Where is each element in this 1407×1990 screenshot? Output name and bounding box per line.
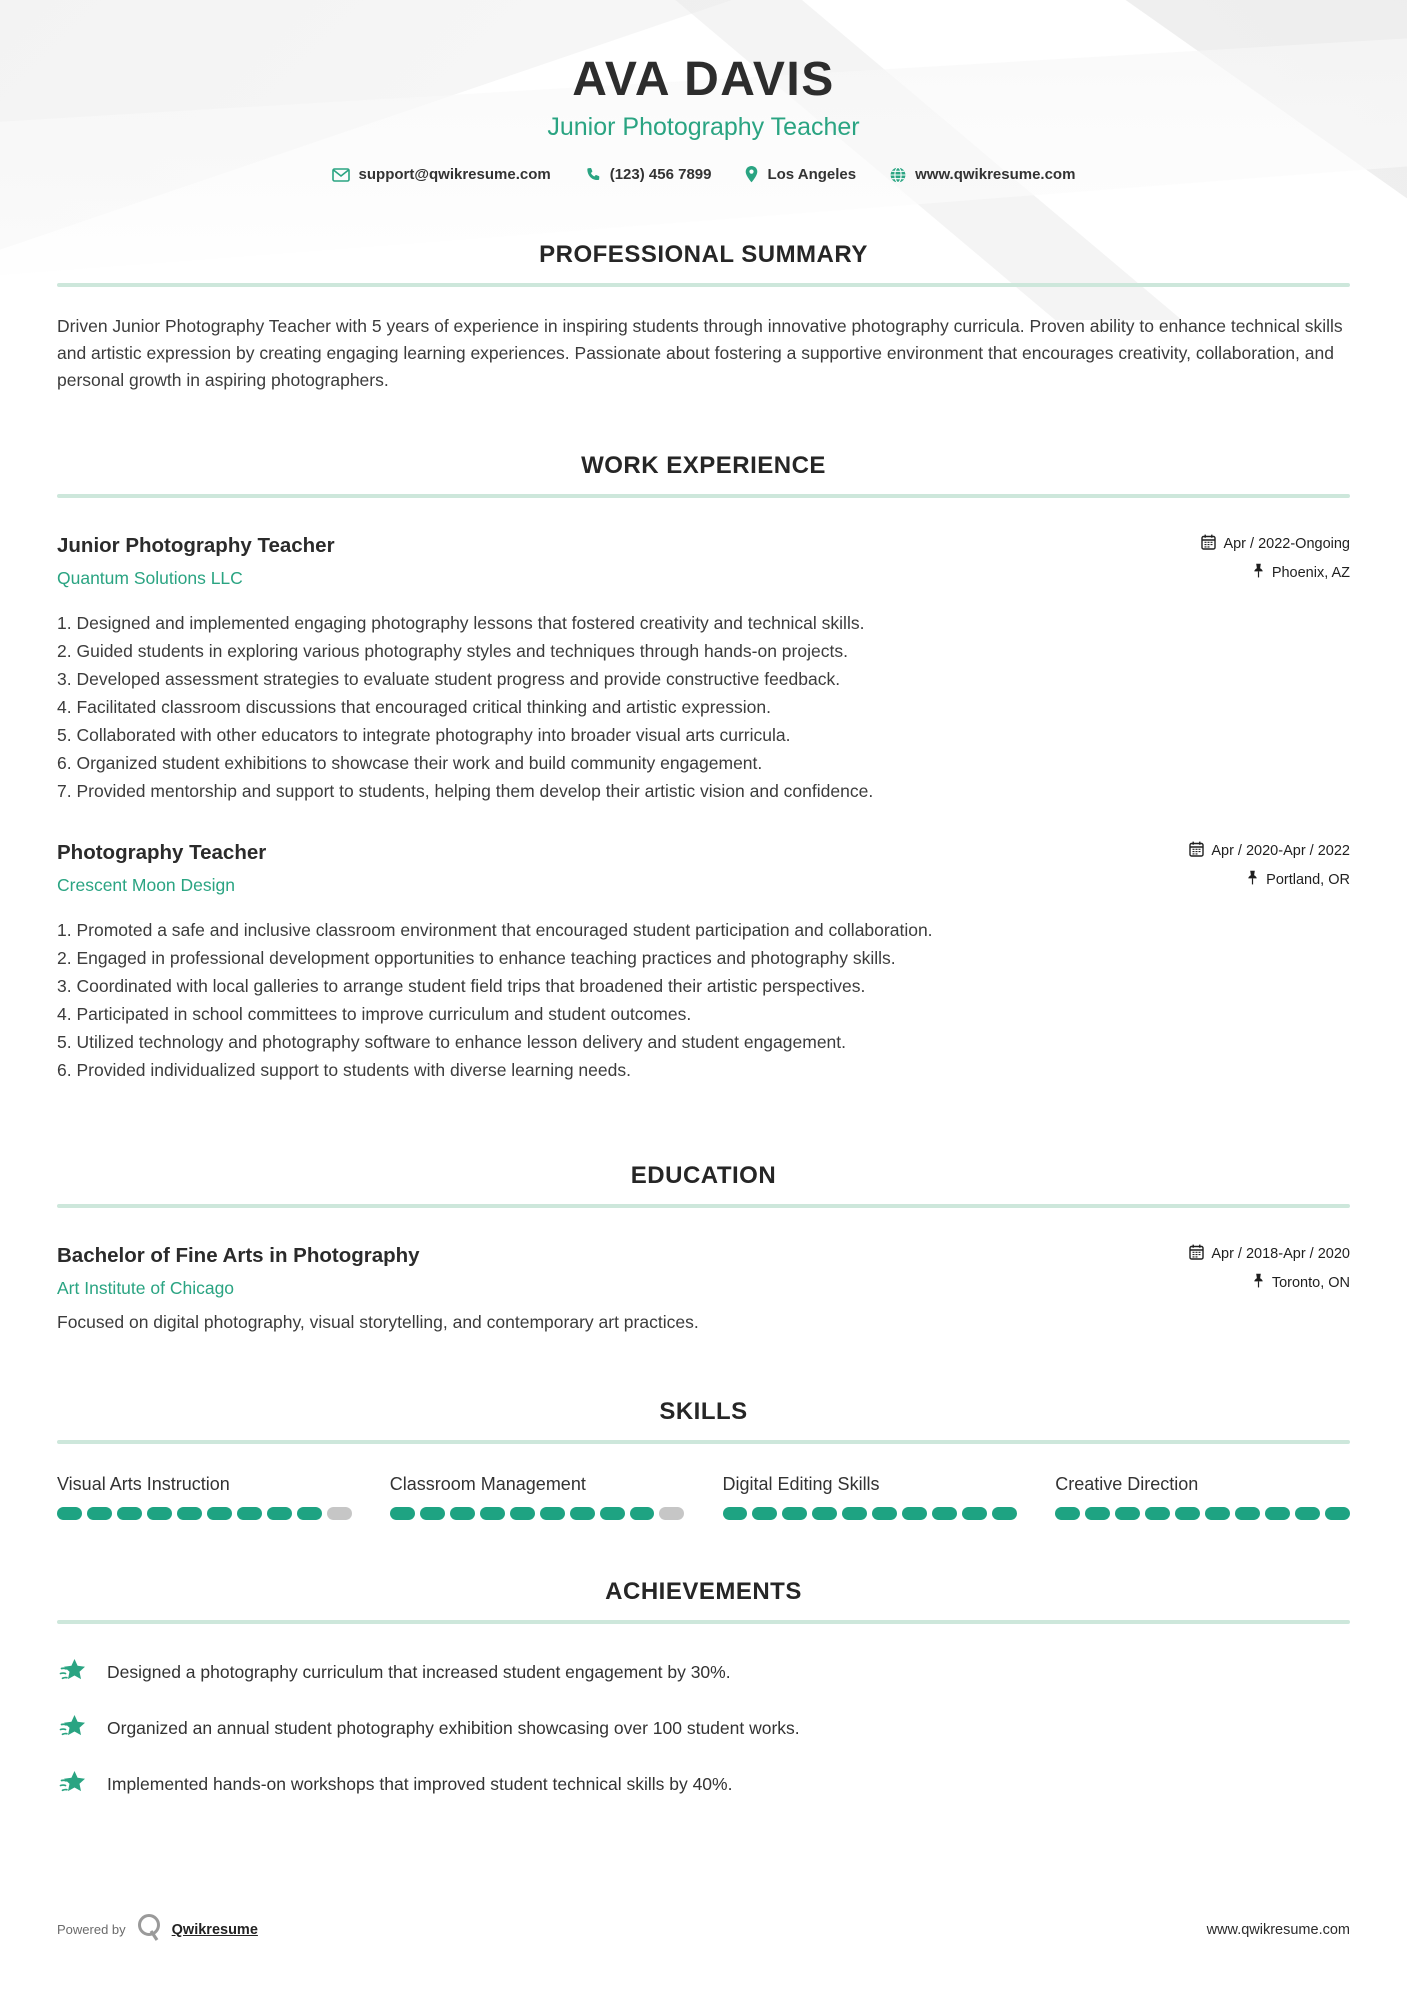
star-achievement-icon	[57, 1656, 89, 1688]
bullet-item: Designed and implemented engaging photography lessons that fostered creativity and technical skills.	[76, 613, 865, 633]
star-achievement-icon	[57, 1712, 89, 1744]
bullet-item: Provided mentorship and support to students, helping them develop their artistic vision and confidence.	[76, 781, 874, 801]
achievement-text: Designed a photography curriculum that increased student engagement by 30%.	[107, 1661, 731, 1682]
skill-segment-filled	[812, 1507, 837, 1520]
page-footer	[57, 1913, 1350, 1946]
footer-url: www.qwikresume.com	[1206, 1921, 1350, 1938]
bullet-item: Collaborated with other educators to integrate photography into broader visual arts curricula.	[76, 725, 791, 745]
skill-segment-empty	[659, 1507, 684, 1520]
skill-segment-filled	[1055, 1507, 1080, 1520]
skill-segment-filled	[842, 1507, 867, 1520]
pushpin-icon	[1246, 870, 1259, 889]
achievement-text: Implemented hands-on workshops that improved student technical skills by 40%.	[107, 1773, 733, 1794]
job-bullet-list	[57, 916, 1350, 1084]
job-location: Phoenix, AZ	[1201, 563, 1350, 582]
skills-grid	[57, 1474, 1350, 1520]
skill-segment-filled	[872, 1507, 897, 1520]
job-company: Quantum Solutions LLC	[57, 568, 243, 588]
achievement-item	[57, 1768, 1350, 1800]
job-entry	[57, 534, 1350, 805]
skill-segment-filled	[1175, 1507, 1200, 1520]
pushpin-icon	[1252, 1273, 1265, 1292]
education-entry	[57, 1244, 1350, 1336]
achievement-text: Organized an annual student photography exhibition showcasing over 100 student works.	[107, 1717, 800, 1738]
education-location: Toronto, ON	[1189, 1273, 1350, 1292]
skill-name: Visual Arts Instruction	[57, 1474, 230, 1494]
achievement-item	[57, 1712, 1350, 1744]
job-location: Portland, OR	[1189, 870, 1350, 889]
skill-segment-filled	[1265, 1507, 1290, 1520]
bullet-item: Provided individualized support to students with diverse learning needs.	[76, 1060, 631, 1080]
education-dates: Apr / 2018-Apr / 2020	[1189, 1244, 1350, 1264]
skill-level-bar	[723, 1507, 1018, 1520]
education-heading: EDUCATION	[630, 1162, 777, 1189]
skill-segment-filled	[932, 1507, 957, 1520]
calendar-icon	[1201, 534, 1216, 554]
job-dates: Apr / 2020-Apr / 2022	[1189, 841, 1350, 861]
skill-level-bar	[1055, 1507, 1350, 1520]
qwikresume-logo-icon	[136, 1913, 162, 1946]
education-description: Focused on digital photography, visual storytelling, and contemporary art practices.	[57, 1312, 699, 1332]
skill-item	[57, 1474, 352, 1520]
achievements-list	[57, 1656, 1350, 1800]
skill-segment-filled	[1295, 1507, 1320, 1520]
skill-item	[723, 1474, 1018, 1520]
skill-segment-filled	[480, 1507, 505, 1520]
globe-icon	[890, 167, 906, 183]
skill-segment-filled	[782, 1507, 807, 1520]
job-bullet-list	[57, 609, 1350, 805]
work-heading: WORK EXPERIENCE	[581, 452, 826, 479]
skill-segment-filled	[723, 1507, 748, 1520]
location-pin-icon	[745, 166, 758, 183]
skill-segment-filled	[630, 1507, 655, 1520]
skill-name: Creative Direction	[1055, 1474, 1199, 1494]
education-school: Art Institute of Chicago	[57, 1278, 235, 1298]
section-divider	[57, 1440, 1350, 1444]
skill-segment-filled	[207, 1507, 232, 1520]
bullet-item: Guided students in exploring various photography styles and techniques through hands-on projects.	[76, 641, 848, 661]
job-entry	[57, 841, 1350, 1084]
bullet-item: Engaged in professional development opportunities to enhance teaching practices and photography skills.	[76, 948, 896, 968]
skill-segment-filled	[540, 1507, 565, 1520]
skill-name: Digital Editing Skills	[722, 1474, 880, 1494]
job-title: Junior Photography Teacher	[57, 534, 335, 557]
bullet-item: Participated in school committees to improve curriculum and student outcomes.	[76, 1004, 692, 1024]
calendar-icon	[1189, 841, 1204, 861]
section-divider	[57, 1620, 1350, 1624]
skill-item	[1055, 1474, 1350, 1520]
envelope-icon	[332, 168, 350, 182]
skill-segment-filled	[1235, 1507, 1260, 1520]
education-degree: Bachelor of Fine Arts in Photography	[57, 1244, 420, 1267]
skill-segment-filled	[992, 1507, 1017, 1520]
resume-header	[57, 0, 1350, 183]
contact-phone	[585, 166, 712, 183]
bullet-item: Organized student exhibitions to showcase their work and build community engagement.	[76, 753, 763, 773]
job-dates: Apr / 2022-Ongoing	[1201, 534, 1350, 554]
skill-segment-filled	[390, 1507, 415, 1520]
bullet-item: Developed assessment strategies to evaluate student progress and provide constructive feedback.	[76, 669, 841, 689]
achievement-item	[57, 1656, 1350, 1688]
skill-segment-filled	[752, 1507, 777, 1520]
skill-level-bar	[57, 1507, 352, 1520]
skill-segment-filled	[267, 1507, 292, 1520]
skill-segment-filled	[450, 1507, 475, 1520]
contact-email-text: support@qwikresume.com	[358, 166, 551, 183]
section-divider	[57, 283, 1350, 287]
skill-segment-filled	[297, 1507, 322, 1520]
skill-segment-filled	[1325, 1507, 1350, 1520]
summary-heading: PROFESSIONAL SUMMARY	[539, 241, 868, 268]
contact-row	[57, 166, 1350, 183]
bullet-item: Promoted a safe and inclusive classroom environment that encouraged student participation and collaboration.	[76, 920, 933, 940]
skill-segment-filled	[147, 1507, 172, 1520]
contact-city-text: Los Angeles	[767, 166, 857, 183]
pushpin-icon	[1252, 563, 1265, 582]
skill-item	[390, 1474, 685, 1520]
skill-segment-filled	[87, 1507, 112, 1520]
bullet-item: Coordinated with local galleries to arrange student field trips that broadened their artistic perspectives.	[76, 976, 866, 996]
contact-city	[745, 166, 856, 183]
skill-segment-filled	[237, 1507, 262, 1520]
skill-segment-filled	[57, 1507, 82, 1520]
skill-segment-filled	[117, 1507, 142, 1520]
skill-segment-filled	[1115, 1507, 1140, 1520]
job-title: Photography Teacher	[57, 841, 267, 864]
skill-segment-filled	[902, 1507, 927, 1520]
skill-name: Classroom Management	[389, 1474, 586, 1494]
achievements-heading: ACHIEVEMENTS	[605, 1578, 802, 1605]
phone-icon	[585, 167, 601, 183]
skill-segment-filled	[510, 1507, 535, 1520]
skill-segment-filled	[1145, 1507, 1170, 1520]
candidate-name: AVA DAVIS	[572, 53, 835, 106]
qwikresume-brand-link[interactable]: Qwikresume	[171, 1921, 258, 1938]
skill-segment-filled	[177, 1507, 202, 1520]
powered-by-label: Powered by	[57, 1922, 126, 1937]
section-divider	[57, 1204, 1350, 1208]
skill-segment-filled	[962, 1507, 987, 1520]
skill-level-bar	[390, 1507, 685, 1520]
skill-segment-filled	[420, 1507, 445, 1520]
contact-email	[332, 166, 551, 183]
skills-heading: SKILLS	[659, 1398, 748, 1425]
bullet-item: Utilized technology and photography software to enhance lesson delivery and student engagement.	[76, 1032, 847, 1052]
contact-website	[890, 166, 1075, 183]
section-divider	[57, 494, 1350, 498]
bullet-item: Facilitated classroom discussions that encouraged critical thinking and artistic expression.	[76, 697, 771, 717]
contact-phone-text: (123) 456 7899	[609, 166, 712, 183]
star-achievement-icon	[57, 1768, 89, 1800]
skill-segment-filled	[600, 1507, 625, 1520]
skill-segment-filled	[570, 1507, 595, 1520]
contact-website-text: www.qwikresume.com	[915, 166, 1076, 183]
candidate-job-title: Junior Photography Teacher	[547, 113, 860, 141]
skill-segment-empty	[327, 1507, 352, 1520]
skill-segment-filled	[1085, 1507, 1110, 1520]
calendar-icon	[1189, 1244, 1204, 1264]
summary-text: Driven Junior Photography Teacher with 5 years of experience in inspiring students through innovative photography curricula. Proven ability to enhance technical skills and artistic expression by creating engaging learning experiences. Passionate about fostering a supportive environment that encourages creativity, collaboration, and personal growth in aspiring photographers.	[57, 316, 1343, 390]
job-company: Crescent Moon Design	[57, 875, 235, 895]
skill-segment-filled	[1205, 1507, 1230, 1520]
